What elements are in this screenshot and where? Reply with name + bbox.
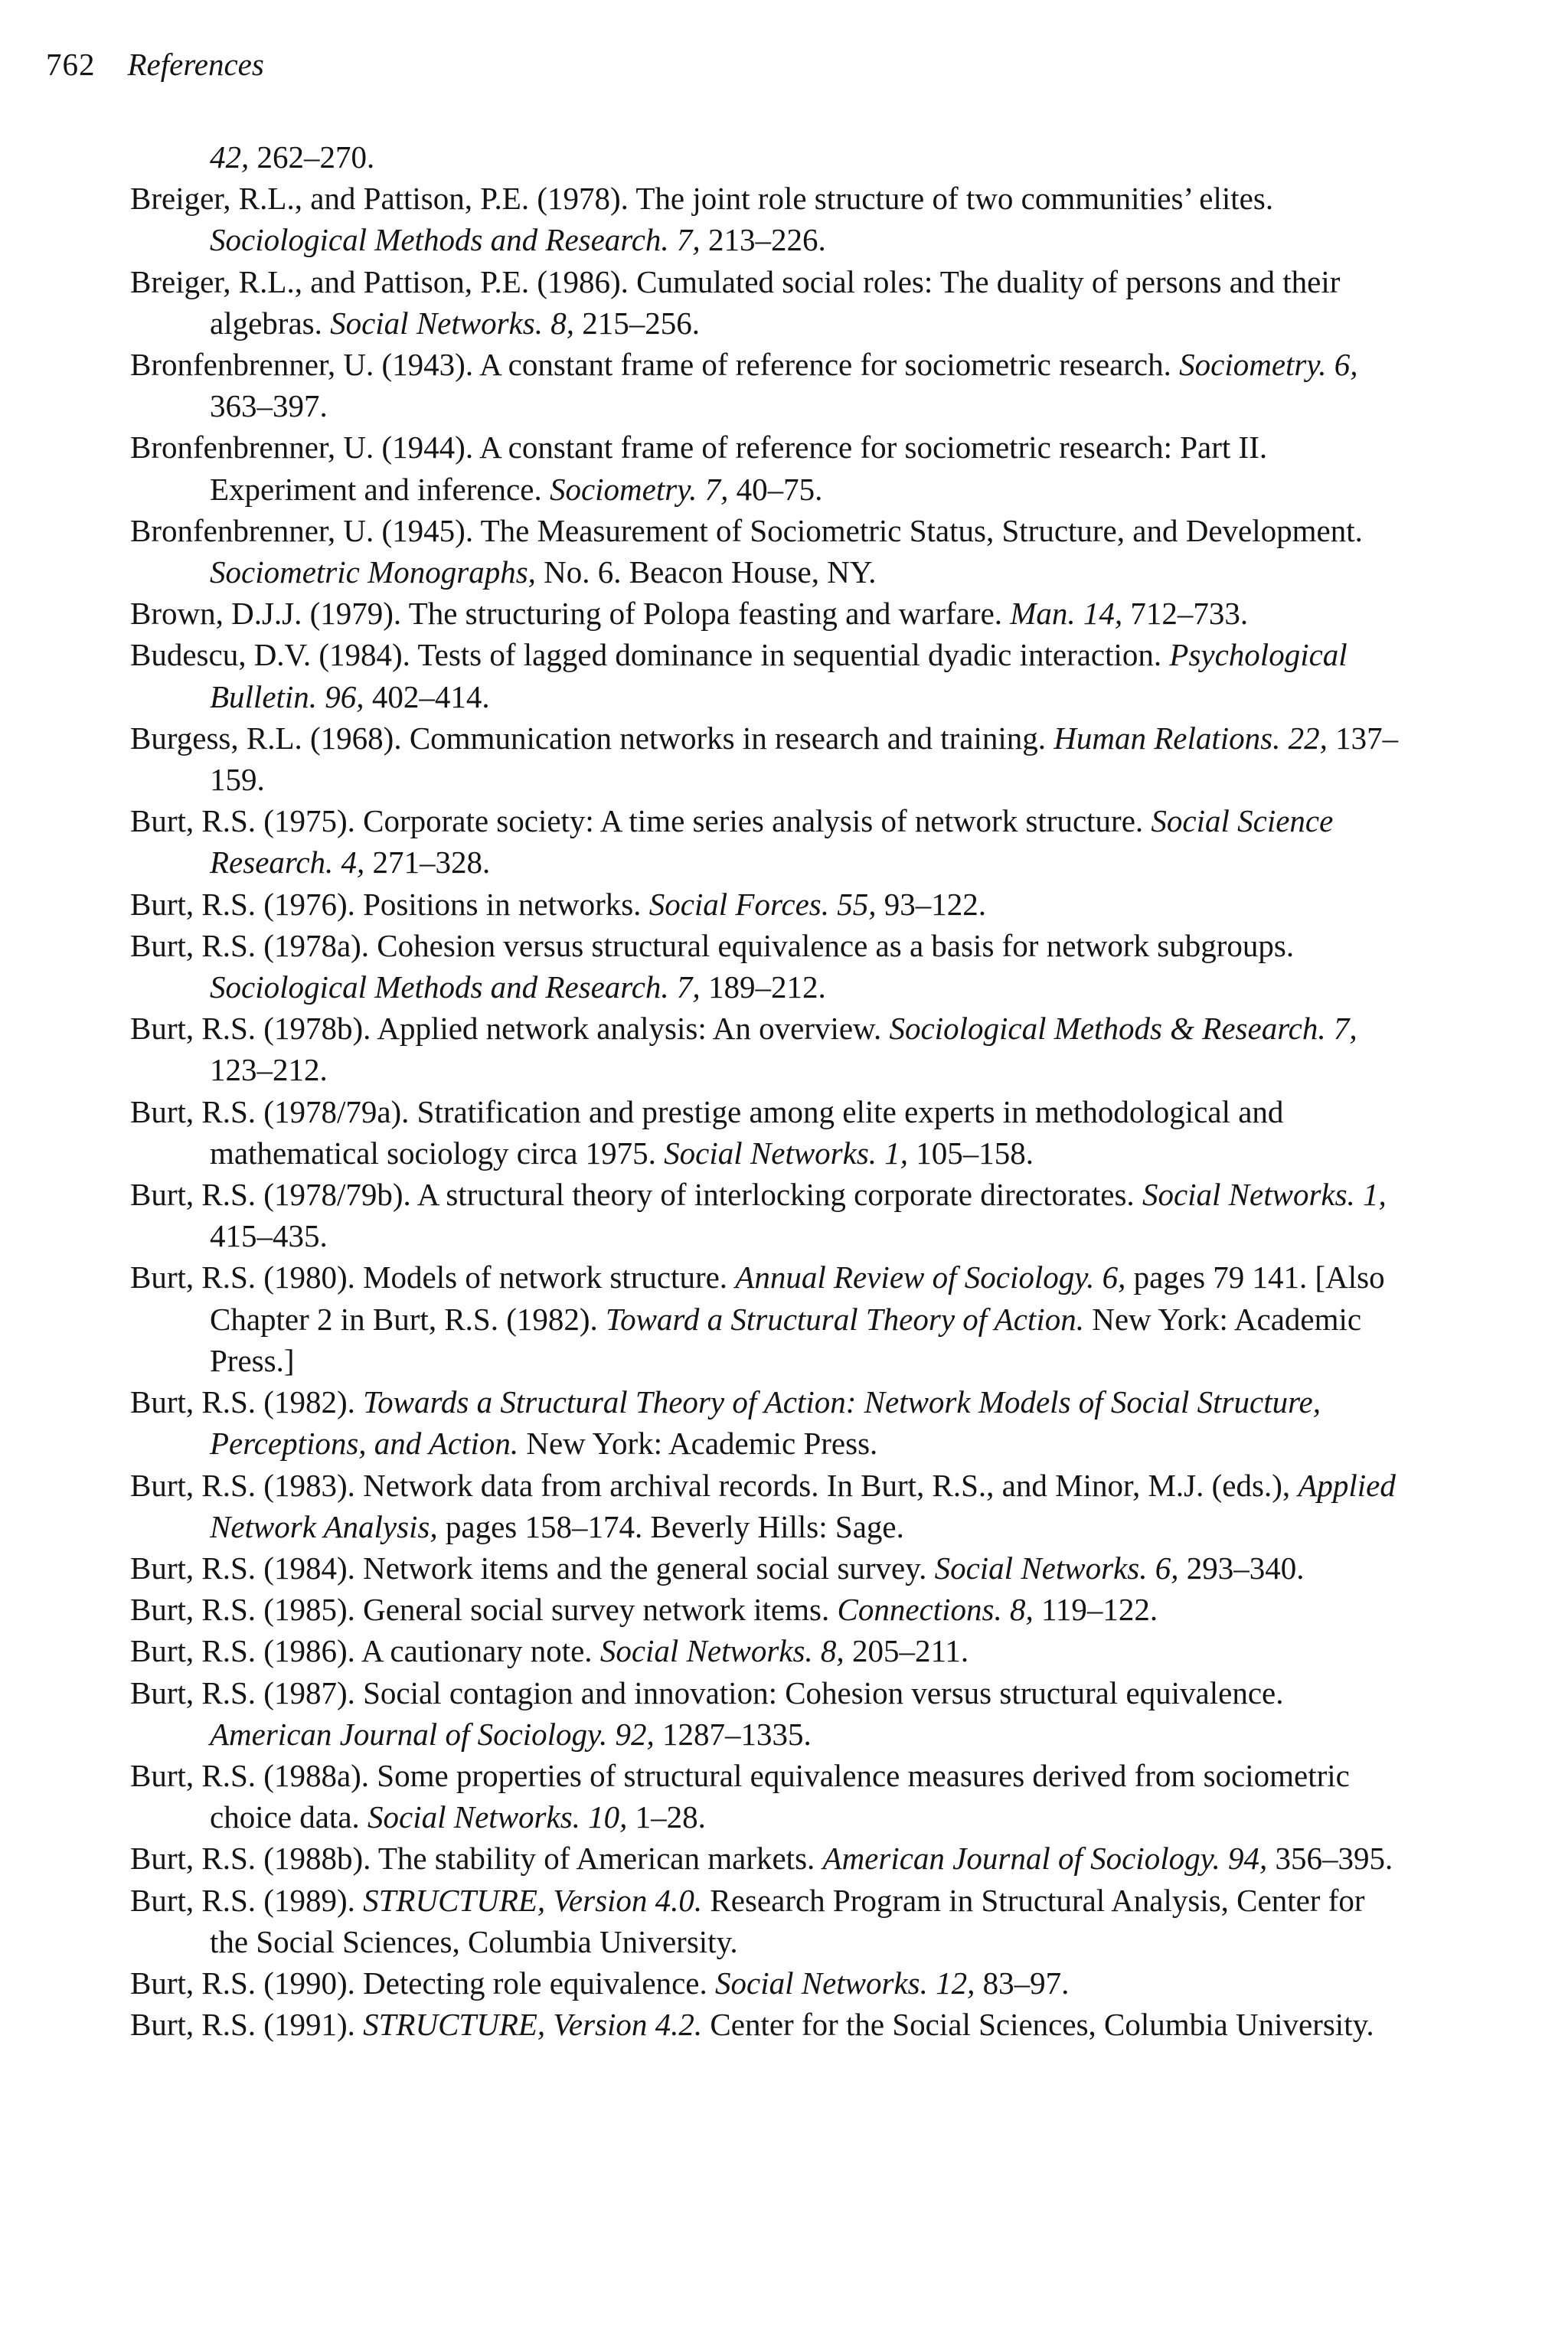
reference-text: 415–435. xyxy=(210,1218,328,1254)
reference-text: 1–28. xyxy=(627,1799,706,1835)
reference-italic-text: Social Networks. 6, xyxy=(934,1550,1179,1586)
reference-italic-text: Social Networks. 10, xyxy=(368,1799,628,1835)
reference-entry xyxy=(130,1465,1401,1547)
reference-entry xyxy=(130,2004,1401,2045)
reference-entry xyxy=(130,510,1401,593)
reference-italic-text: Sociological Methods & Research. 7, xyxy=(889,1011,1357,1047)
reference-italic-text: Social Networks. 12, xyxy=(715,1965,975,2001)
page-number: 762 xyxy=(46,47,96,82)
reference-text: Burgess, R.L. (1968). Communication networks in research and training. xyxy=(130,720,1054,756)
section-title: References xyxy=(127,47,264,82)
reference-text: Burt, R.S. (1980). Models of network structure. xyxy=(130,1259,736,1295)
reference-text: 213–226. xyxy=(700,222,826,258)
reference-italic-text: American Journal of Sociology. 94, xyxy=(822,1841,1268,1877)
reference-text: Breiger, R.L., and Pattison, P.E. (1986). Cumulated social roles: The duality of persons and their algebras. xyxy=(130,263,1341,341)
reference-entry xyxy=(130,717,1401,800)
reference-entry xyxy=(130,1256,1401,1381)
reference-italic-text: Social Science Research. 4, xyxy=(210,803,1334,880)
reference-italic-text: American Journal of Sociology. 92, xyxy=(210,1716,655,1752)
reference-list xyxy=(130,136,1401,2045)
reference-text: 83–97. xyxy=(975,1965,1070,2001)
reference-italic-text: Sociological Methods and Research. 7, xyxy=(210,222,701,258)
reference-text: 93–122. xyxy=(876,886,986,922)
reference-italic-text: STRUCTURE, Version 4.0. xyxy=(363,1882,703,1918)
reference-text: Burt, R.S. (1975). Corporate society: A time series analysis of network structure. xyxy=(130,803,1152,839)
reference-text: New York: Academic Press. xyxy=(518,1426,878,1462)
reference-text: Brown, D.J.J. (1979). The structuring of Polopa feasting and warfare. xyxy=(130,596,1011,632)
reference-italic-text: Sociometric Monographs, xyxy=(210,554,536,590)
reference-text: Burt, R.S. (1990). Detecting role equivalence. xyxy=(130,1965,715,2001)
reference-italic-text: Social Networks. 1, xyxy=(1142,1177,1387,1213)
reference-text: 271–328. xyxy=(364,845,491,880)
reference-text: Burt, R.S. (1991). xyxy=(130,2007,364,2043)
reference-entry xyxy=(130,426,1401,509)
reference-text: Burt, R.S. (1978/79a). Stratification and prestige among elite experts in methodological and mathematical sociology circa 1975. xyxy=(130,1093,1284,1171)
reference-text: Budescu, D.V. (1984). Tests of lagged dominance in sequential dyadic interaction. xyxy=(130,637,1170,673)
reference-entry xyxy=(130,1381,1401,1464)
reference-text: No. 6. Beacon House, NY. xyxy=(535,554,877,590)
reference-text: 189–212. xyxy=(700,969,826,1005)
reference-text: Burt, R.S. (1983). Network data from archival records. In Burt, R.S., and Minor, M.J. (eds.), xyxy=(130,1467,1298,1503)
reference-text: Burt, R.S. (1982). xyxy=(130,1384,364,1420)
reference-entry xyxy=(130,593,1401,634)
reference-text: 293–340. xyxy=(1178,1550,1305,1586)
reference-text: Burt, R.S. (1978/79b). A structural theory of interlocking corporate directorates. xyxy=(130,1177,1142,1213)
reference-text: Burt, R.S. (1988b). The stability of American markets. xyxy=(130,1841,823,1877)
reference-text: Burt, R.S. (1988a). Some properties of structural equivalence measures derived from sociometric choice data. xyxy=(130,1757,1350,1835)
reference-entry xyxy=(130,1962,1401,2004)
reference-text: Burt, R.S. (1978a). Cohesion versus structural equivalence as a basis for network subgroups. xyxy=(130,927,1295,963)
reference-entry xyxy=(130,1008,1401,1090)
reference-italic-text: Human Relations. 22, xyxy=(1054,720,1328,756)
reference-text: 262–270. xyxy=(249,139,375,175)
reference-entry xyxy=(130,1672,1401,1755)
reference-italic-text: Social Forces. 55, xyxy=(648,886,877,922)
reference-italic-text: Applied Network Analysis, xyxy=(210,1467,1396,1544)
reference-continuation xyxy=(130,136,1401,178)
reference-entry xyxy=(130,800,1401,883)
reference-text: 363–397. xyxy=(210,388,328,424)
reference-text: Burt, R.S. (1976). Positions in networks. xyxy=(130,886,649,922)
reference-italic-text: Psychological Bulletin. 96, xyxy=(210,637,1348,714)
reference-text: New York: Academic Press.] xyxy=(210,1301,1362,1378)
reference-text: 105–158. xyxy=(908,1135,1034,1171)
reference-text: Research Program in Structural Analysis, Center for the Social Sciences, Columbia University. xyxy=(210,1882,1365,1959)
reference-text: Center for the Social Sciences, Columbia University. xyxy=(702,2007,1374,2043)
reference-text: pages 158–174. Beverly Hills: Sage. xyxy=(437,1508,904,1544)
reference-italic-text: Sociometry. 7, xyxy=(549,471,729,507)
reference-entry xyxy=(130,1880,1401,1962)
reference-entry xyxy=(130,925,1401,1008)
reference-entry xyxy=(130,884,1401,925)
reference-italic-text: Towards a Structural Theory of Action: Network Models of Social Structure, Perceptions, and Action. xyxy=(210,1384,1321,1462)
reference-text: pages 79 141. [Also Chapter 2 in Burt, R.S. (1982). xyxy=(210,1259,1385,1337)
reference-text: Bronfenbrenner, U. (1944). A constant frame of reference for sociometric research: Part II. Experiment and inference. xyxy=(130,430,1268,507)
reference-entry xyxy=(130,1091,1401,1174)
reference-entry xyxy=(130,1174,1401,1256)
reference-entry xyxy=(130,178,1401,260)
reference-text: 356–395. xyxy=(1267,1841,1393,1877)
reference-text: 712–733. xyxy=(1122,596,1249,632)
reference-text: Burt, R.S. (1989). xyxy=(130,1882,364,1918)
reference-italic-text: Social Networks. 8, xyxy=(330,305,574,341)
reference-text: 205–211. xyxy=(844,1633,969,1669)
reference-text: Bronfenbrenner, U. (1945). The Measurement of Sociometric Status, Structure, and Development. xyxy=(130,512,1363,548)
reference-text: 1287–1335. xyxy=(654,1716,812,1752)
reference-italic-text: 42, xyxy=(210,139,250,175)
reference-entry xyxy=(130,1630,1401,1671)
reference-italic-text: Annual Review of Sociology. 6, xyxy=(735,1259,1126,1295)
reference-entry xyxy=(130,1838,1401,1879)
reference-text: 137–159. xyxy=(210,720,1399,798)
reference-entry xyxy=(130,634,1401,717)
reference-entry xyxy=(130,1755,1401,1838)
running-header xyxy=(46,49,264,80)
reference-text: Bronfenbrenner, U. (1943). A constant frame of reference for sociometric research. xyxy=(130,347,1180,383)
reference-italic-text: Social Networks. 8, xyxy=(599,1633,844,1669)
reference-text: 123–212. xyxy=(210,1052,328,1088)
reference-entry xyxy=(130,1589,1401,1630)
reference-italic-text: Connections. 8, xyxy=(837,1592,1034,1628)
reference-text: Burt, R.S. (1985). General social survey network items. xyxy=(130,1592,838,1628)
reference-text: 40–75. xyxy=(728,471,823,507)
reference-italic-text: STRUCTURE, Version 4.2. xyxy=(363,2007,703,2043)
reference-entry xyxy=(130,344,1401,426)
reference-text: 215–256. xyxy=(573,305,700,341)
reference-italic-text: Social Networks. 1, xyxy=(664,1135,909,1171)
reference-text: Burt, R.S. (1978b). Applied network analysis: An overview. xyxy=(130,1011,890,1047)
reference-text: Breiger, R.L., and Pattison, P.E. (1978). The joint role structure of two communities’ elites. xyxy=(130,181,1274,217)
reference-text: Burt, R.S. (1986). A cautionary note. xyxy=(130,1633,600,1669)
reference-text: Burt, R.S. (1987). Social contagion and innovation: Cohesion versus structural equivalence. xyxy=(130,1674,1284,1710)
reference-text: Burt, R.S. (1984). Network items and the general social survey. xyxy=(130,1550,935,1586)
reference-entry xyxy=(130,261,1401,344)
reference-entry xyxy=(130,1547,1401,1589)
reference-italic-text: Man. 14, xyxy=(1010,596,1123,632)
reference-italic-text: Sociological Methods and Research. 7, xyxy=(210,969,701,1005)
reference-italic-text: Sociometry. 6, xyxy=(1179,347,1358,383)
reference-text: 402–414. xyxy=(364,678,490,714)
reference-text: 119–122. xyxy=(1033,1592,1158,1628)
reference-italic-text: Toward a Structural Theory of Action. xyxy=(606,1301,1084,1337)
